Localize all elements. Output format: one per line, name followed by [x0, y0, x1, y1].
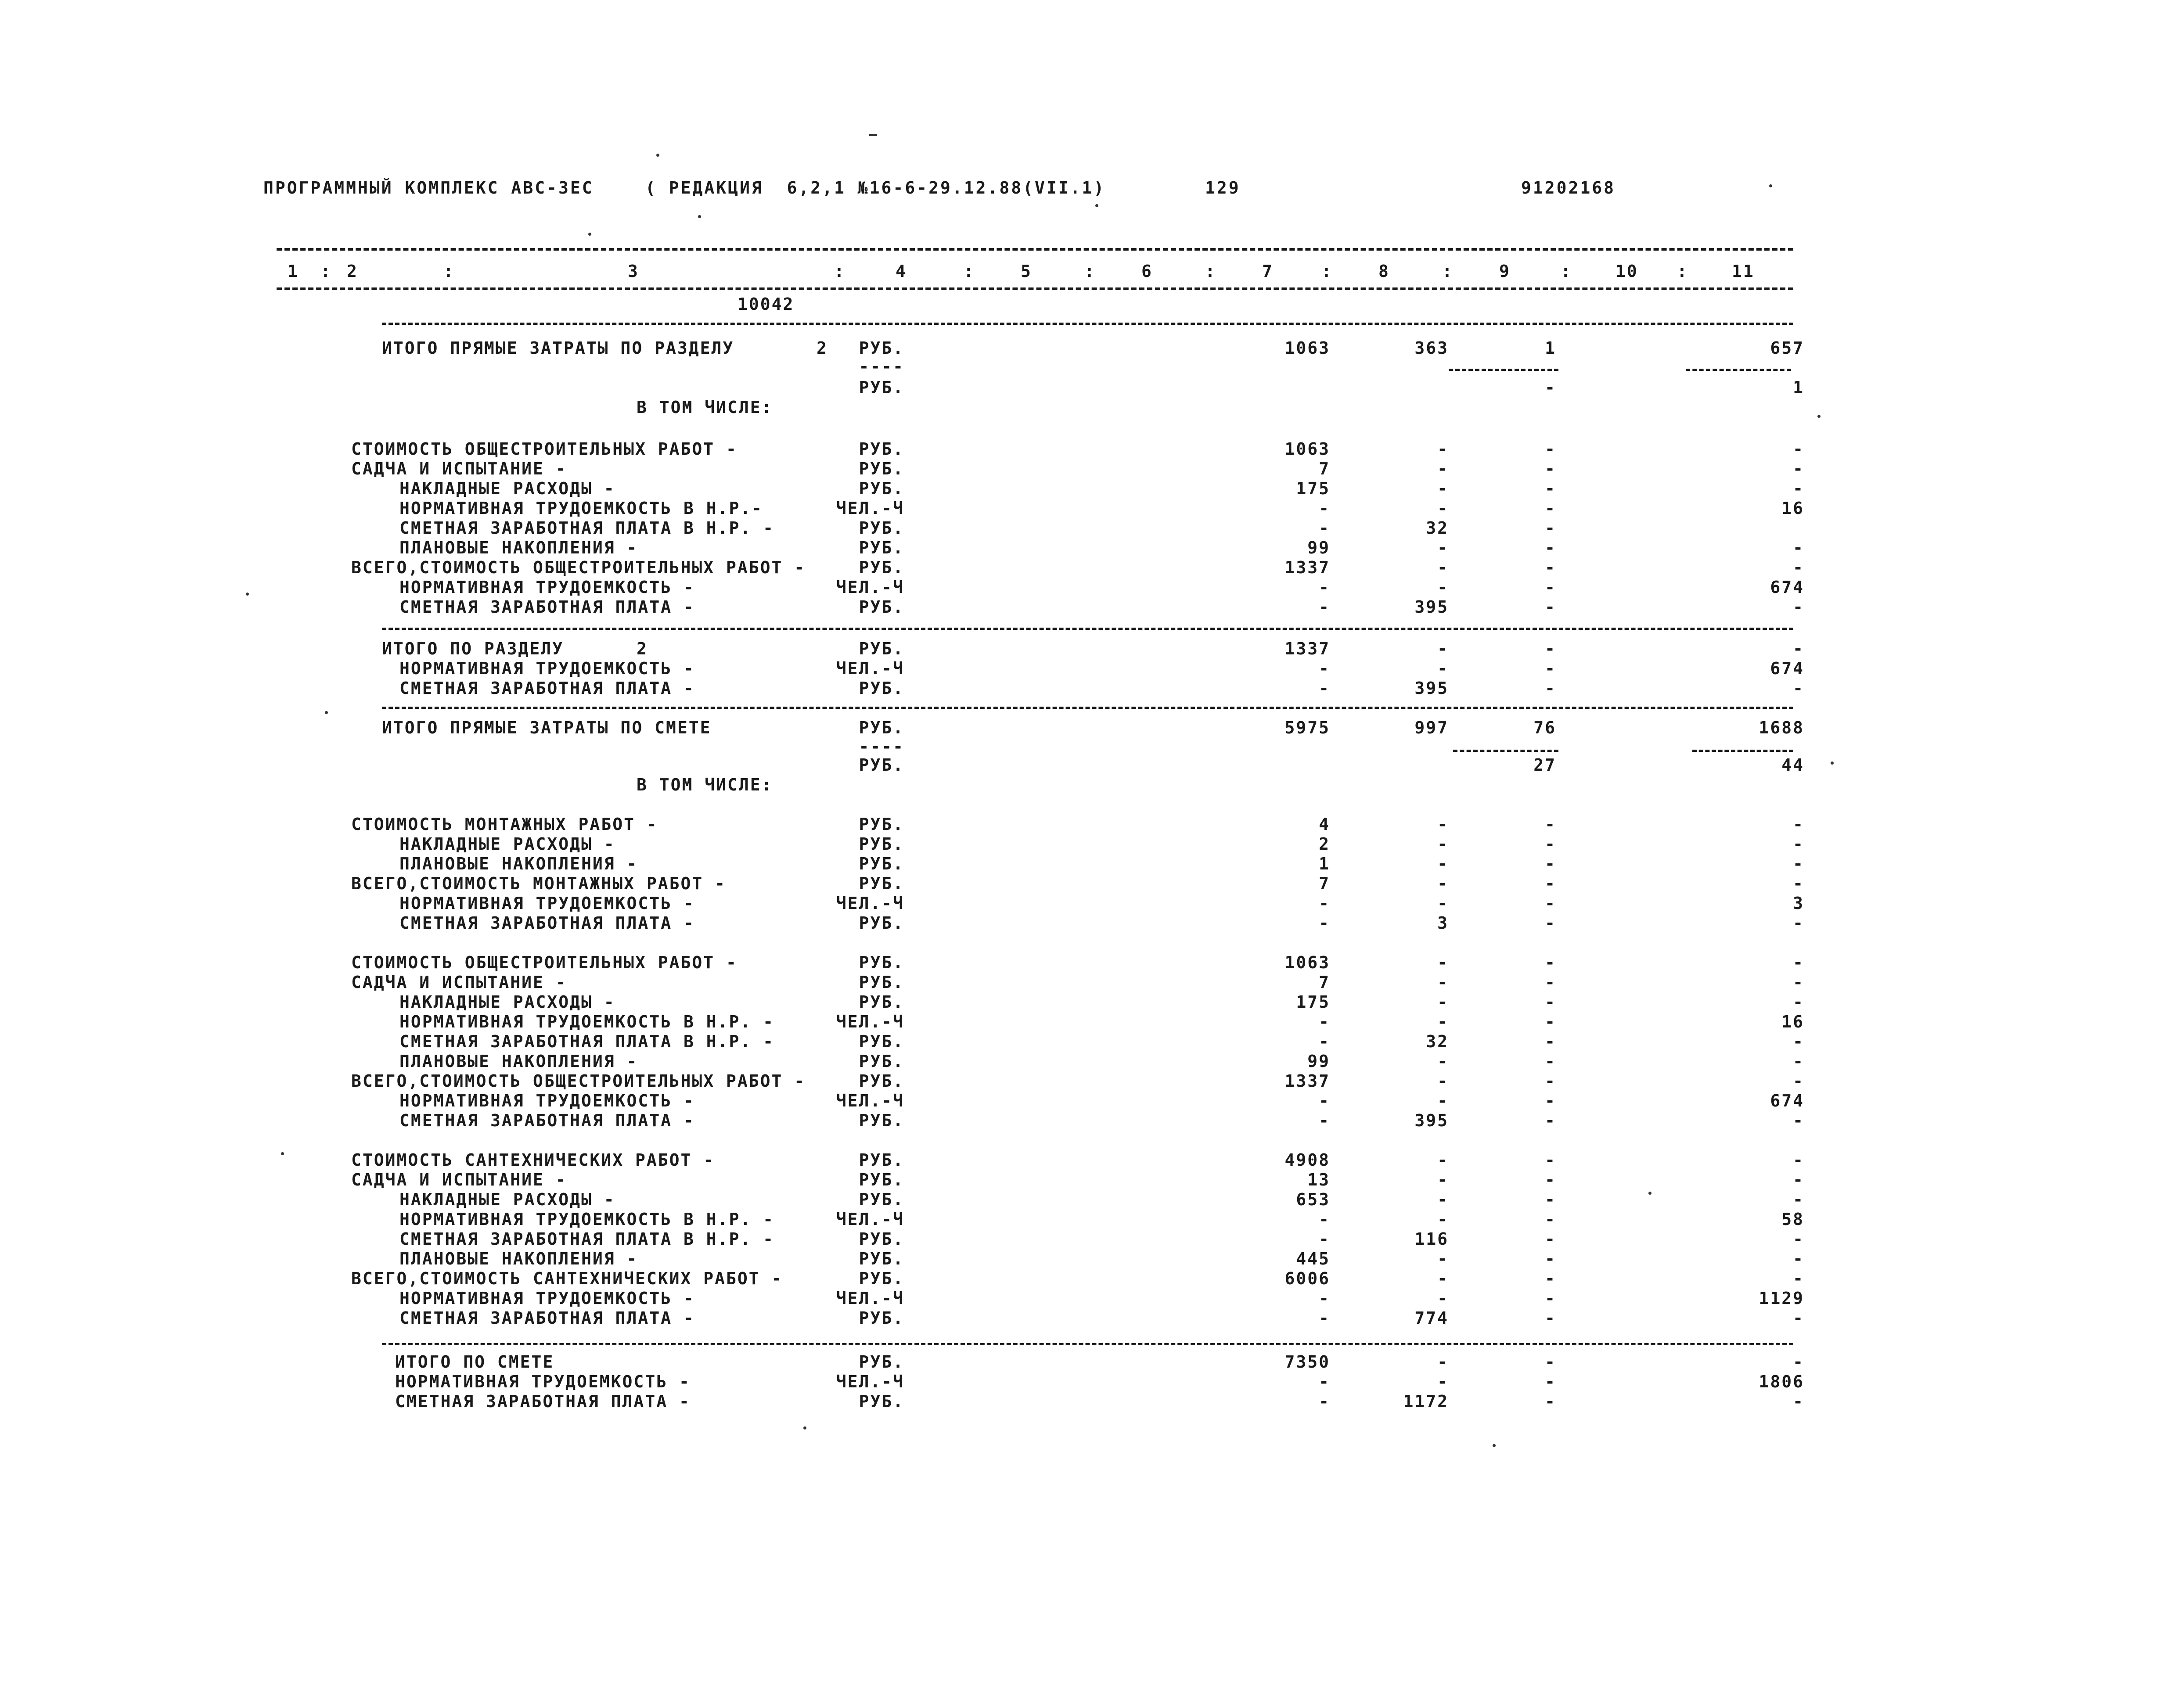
row-value-c8: 1172 — [1403, 1392, 1449, 1411]
row-value-c11: 1806 — [1759, 1372, 1804, 1391]
row-value-c7: - — [1319, 1210, 1330, 1229]
row-value-c7: 7 — [1319, 874, 1330, 893]
row-value-c8: - — [1437, 1091, 1449, 1110]
page-number: 129 — [1205, 178, 1241, 198]
row-unit: РУБ. — [859, 913, 904, 933]
row-label: НОРМАТИВНАЯ ТРУДОЕМКОСТЬ В Н.Р. - — [399, 1210, 774, 1229]
row-unit: ---- — [859, 737, 904, 756]
row-value-c8: 363 — [1414, 338, 1449, 358]
row-value-c8: 395 — [1414, 597, 1449, 617]
row-value-c8: - — [1437, 439, 1449, 459]
row-value-c8: 3 — [1437, 913, 1449, 933]
row-value-c11: - — [1793, 1071, 1804, 1091]
row-label: САДЧА И ИСПЫТАНИЕ - — [351, 973, 567, 992]
row-value-c11: - — [1793, 1032, 1804, 1051]
row-value-c8: - — [1437, 1071, 1449, 1091]
row-value-c9: - — [1545, 578, 1556, 597]
row-value-c11: 657 — [1770, 338, 1804, 358]
row-value-c11: - — [1793, 953, 1804, 972]
row-value-c9: - — [1545, 538, 1556, 557]
row-value-c9: 1 — [1545, 338, 1556, 358]
row-value-c8: - — [1437, 639, 1449, 658]
row-value-c11: - — [1793, 913, 1804, 933]
row-unit: РУБ. — [859, 597, 904, 617]
row-value-c11: - — [1793, 597, 1804, 617]
row-unit: ЧЕЛ.-Ч — [836, 894, 904, 913]
row-value-c8: 395 — [1414, 1111, 1449, 1130]
row-value-c11: - — [1793, 1052, 1804, 1071]
scan-speck — [246, 593, 249, 596]
row-value-c8: - — [1437, 874, 1449, 893]
row-value-c9: - — [1545, 1032, 1556, 1051]
row-value-c9: - — [1545, 815, 1556, 834]
row-value-c11: - — [1793, 1269, 1804, 1288]
row-value-c7: - — [1319, 894, 1330, 913]
row-unit: РУБ. — [859, 459, 904, 478]
row-value-c7: 13 — [1307, 1170, 1330, 1189]
table-rule — [382, 628, 1793, 630]
row-value-c7: - — [1319, 659, 1330, 678]
row-unit: ЧЕЛ.-Ч — [836, 1210, 904, 1229]
row-value-c8: - — [1437, 1289, 1449, 1308]
row-value-c11: - — [1793, 1392, 1804, 1411]
row-value-c7: 2 — [1319, 834, 1330, 854]
row-value-c9: - — [1545, 1071, 1556, 1091]
row-value-c7: - — [1319, 1392, 1330, 1411]
row-value-c8: - — [1437, 834, 1449, 854]
row-value-c11: - — [1793, 459, 1804, 478]
row-unit: РУБ. — [859, 718, 904, 737]
row-label: СМЕТНАЯ ЗАРАБОТНАЯ ПЛАТА В Н.Р. - — [399, 1229, 774, 1249]
row-value-c9: - — [1545, 1052, 1556, 1071]
row-value-c7: - — [1319, 1308, 1330, 1328]
row-value-c11: - — [1793, 973, 1804, 992]
row-value-c11: - — [1793, 1190, 1804, 1209]
row-value-c11: 58 — [1781, 1210, 1804, 1229]
row-value-c11: - — [1793, 1170, 1804, 1189]
scan-speck — [325, 711, 328, 714]
row-value-c7: 4908 — [1284, 1150, 1330, 1170]
row-value-c7: 1063 — [1284, 439, 1330, 459]
row-value-c9: - — [1545, 1170, 1556, 1189]
row-value-c9: - — [1545, 659, 1556, 678]
row-label: СТОИМОСТЬ ОБЩЕСТРОИТЕЛЬНЫХ РАБОТ - — [351, 953, 738, 972]
row-value-c9: 27 — [1533, 755, 1556, 775]
row-label: СТОИМОСТЬ МОНТАЖНЫХ РАБОТ - — [351, 815, 658, 834]
column-number: 7 — [1262, 262, 1274, 281]
row-unit: РУБ. — [859, 1269, 904, 1288]
row-value-c9: - — [1545, 459, 1556, 478]
scan-speck — [1817, 415, 1821, 418]
row-value-c8: - — [1437, 459, 1449, 478]
row-unit: РУБ. — [859, 1150, 904, 1170]
row-unit: РУБ. — [859, 834, 904, 854]
row-label: ВСЕГО,СТОИМОСТЬ САНТЕХНИЧЕСКИХ РАБОТ - — [351, 1269, 783, 1288]
row-value-c9: - — [1545, 1392, 1556, 1411]
row-value-c7: 5975 — [1284, 718, 1330, 737]
row-value-c11: - — [1793, 1308, 1804, 1328]
row-value-c9: - — [1545, 874, 1556, 893]
row-label: САДЧА И ИСПЫТАНИЕ - — [351, 1170, 567, 1189]
scan-speck — [656, 154, 659, 157]
row-unit: РУБ. — [859, 1111, 904, 1130]
row-value-c9: - — [1545, 1249, 1556, 1268]
row-unit: РУБ. — [859, 338, 904, 358]
scan-speck — [1769, 184, 1772, 187]
row-label: СМЕТНАЯ ЗАРАБОТНАЯ ПЛАТА - — [395, 1392, 691, 1411]
row-label: СМЕТНАЯ ЗАРАБОТНАЯ ПЛАТА - — [399, 1111, 695, 1130]
scan-speck — [698, 215, 701, 218]
row-value-c7: 653 — [1296, 1190, 1330, 1209]
row-value-c8: - — [1437, 1012, 1449, 1031]
row-value-c11: - — [1793, 479, 1804, 498]
row-value-c9: - — [1545, 1210, 1556, 1229]
row-value-c7: - — [1319, 1372, 1330, 1391]
row-value-c7: - — [1319, 913, 1330, 933]
row-value-c8: - — [1437, 894, 1449, 913]
row-value-c11: 674 — [1770, 1091, 1804, 1110]
row-label: СМЕТНАЯ ЗАРАБОТНАЯ ПЛАТА В Н.Р. - — [399, 1032, 774, 1051]
row-value-c11: - — [1793, 1249, 1804, 1268]
row-unit: РУБ. — [859, 679, 904, 698]
row-value-c9: - — [1545, 1229, 1556, 1249]
row-value-c11: 44 — [1781, 755, 1804, 775]
row-value-c9: - — [1545, 1190, 1556, 1209]
subtotal-underline — [1453, 750, 1558, 752]
row-value-c11: - — [1793, 854, 1804, 873]
row-value-c7: 99 — [1307, 1052, 1330, 1071]
row-unit: ЧЕЛ.-Ч — [836, 1372, 904, 1391]
column-number: 2 — [347, 262, 358, 281]
row-value-c8: - — [1437, 1372, 1449, 1391]
row-label: НОРМАТИВНАЯ ТРУДОЕМКОСТЬ - — [399, 659, 695, 678]
row-value-c9: - — [1545, 913, 1556, 933]
row-value-c7: - — [1319, 1032, 1330, 1051]
row-value-c8: - — [1437, 538, 1449, 557]
row-value-c11: - — [1793, 1229, 1804, 1249]
table-rule — [382, 707, 1793, 709]
row-value-c7: 175 — [1296, 992, 1330, 1012]
row-value-c7: - — [1319, 1229, 1330, 1249]
row-unit: РУБ. — [859, 953, 904, 972]
row-unit: РУБ. — [859, 874, 904, 893]
row-value-c11: - — [1793, 558, 1804, 577]
row-unit: РУБ. — [859, 439, 904, 459]
scan-speck — [281, 1152, 284, 1155]
row-value-c7: - — [1319, 518, 1330, 538]
row-unit: РУБ. — [859, 1032, 904, 1051]
row-value-c11: - — [1793, 439, 1804, 459]
row-unit: ЧЕЛ.-Ч — [836, 499, 904, 518]
row-value-c9: - — [1545, 894, 1556, 913]
row-value-c8: - — [1437, 1170, 1449, 1189]
row-value-c9: - — [1545, 679, 1556, 698]
row-label: НАКЛАДНЫЕ РАСХОДЫ - — [399, 479, 615, 498]
row-value-c7: 1337 — [1284, 558, 1330, 577]
row-label: ВСЕГО,СТОИМОСТЬ ОБЩЕСТРОИТЕЛЬНЫХ РАБОТ - — [351, 1071, 806, 1091]
row-value-c11: - — [1793, 1150, 1804, 1170]
scan-speck — [1493, 1444, 1496, 1447]
row-label: НАКЛАДНЫЕ РАСХОДЫ - — [399, 1190, 615, 1209]
row-value-c8: - — [1437, 1190, 1449, 1209]
table-top-rule — [277, 248, 1793, 251]
row-label: ИТОГО ПО СМЕТЕ — [395, 1352, 554, 1372]
row-value-c9: - — [1545, 479, 1556, 498]
row-unit: РУБ. — [859, 755, 904, 775]
row-value-c11: - — [1793, 815, 1804, 834]
row-value-c8: - — [1437, 1210, 1449, 1229]
row-value-c9: - — [1545, 992, 1556, 1012]
row-section-number: 2 — [637, 639, 648, 658]
row-label: ПЛАНОВЫЕ НАКОПЛЕНИЯ - — [399, 854, 638, 873]
row-value-c11: 16 — [1781, 499, 1804, 518]
row-value-c8: 997 — [1414, 718, 1449, 737]
row-value-c9: - — [1545, 597, 1556, 617]
row-value-c9: - — [1545, 639, 1556, 658]
row-unit: ---- — [859, 357, 904, 376]
row-value-c7: 99 — [1307, 538, 1330, 557]
row-unit: РУБ. — [859, 1170, 904, 1189]
row-label: ВСЕГО,СТОИМОСТЬ МОНТАЖНЫХ РАБОТ - — [351, 874, 726, 893]
row-value-c7: 7350 — [1284, 1352, 1330, 1372]
column-header-rule — [277, 287, 1793, 290]
row-value-c11: - — [1793, 639, 1804, 658]
row-value-c7: 1063 — [1284, 338, 1330, 358]
row-value-c8: - — [1437, 1269, 1449, 1288]
row-label: ПЛАНОВЫЕ НАКОПЛЕНИЯ - — [399, 538, 638, 557]
row-value-c8: 774 — [1414, 1308, 1449, 1328]
document-code: 91202168 — [1521, 178, 1616, 198]
row-label: СТОИМОСТЬ ОБЩЕСТРОИТЕЛЬНЫХ РАБОТ - — [351, 439, 738, 459]
column-number: 6 — [1141, 262, 1153, 281]
row-value-c8: - — [1437, 973, 1449, 992]
row-value-c9: - — [1545, 1012, 1556, 1031]
row-label: НОРМАТИВНАЯ ТРУДОЕМКОСТЬ В Н.Р. - — [399, 1012, 774, 1031]
row-value-c8: - — [1437, 953, 1449, 972]
row-value-c8: - — [1437, 499, 1449, 518]
row-value-c8: 32 — [1426, 1032, 1449, 1051]
row-label: СМЕТНАЯ ЗАРАБОТНАЯ ПЛАТА - — [399, 1308, 695, 1328]
column-number: 8 — [1378, 262, 1390, 281]
row-value-c9: - — [1545, 439, 1556, 459]
row-value-c11: - — [1793, 1111, 1804, 1130]
row-value-c8: - — [1437, 1352, 1449, 1372]
row-label: СМЕТНАЯ ЗАРАБОТНАЯ ПЛАТА - — [399, 913, 695, 933]
row-unit: ЧЕЛ.-Ч — [836, 1091, 904, 1110]
row-label: НОРМАТИВНАЯ ТРУДОЕМКОСТЬ В Н.Р.- — [399, 499, 763, 518]
row-value-c9: 76 — [1533, 718, 1556, 737]
section-code: 10042 — [738, 295, 795, 314]
row-value-c8: - — [1437, 815, 1449, 834]
row-value-c11: - — [1793, 538, 1804, 557]
row-unit: ЧЕЛ.-Ч — [836, 578, 904, 597]
section-rule — [382, 323, 1793, 325]
row-value-c7: 1337 — [1284, 639, 1330, 658]
column-number: 4 — [896, 262, 907, 281]
row-value-c8: - — [1437, 578, 1449, 597]
row-value-c8: 116 — [1414, 1229, 1449, 1249]
row-unit: РУБ. — [859, 1308, 904, 1328]
row-value-c7: - — [1319, 1091, 1330, 1110]
row-value-c9: - — [1545, 834, 1556, 854]
row-value-c11: - — [1793, 679, 1804, 698]
row-value-c8: 32 — [1426, 518, 1449, 538]
row-unit: РУБ. — [859, 479, 904, 498]
scan-speck — [869, 134, 877, 136]
row-unit: РУБ. — [859, 1352, 904, 1372]
subtotal-underline — [1449, 369, 1558, 371]
row-unit: РУБ. — [859, 538, 904, 557]
row-label: НОРМАТИВНАЯ ТРУДОЕМКОСТЬ - — [395, 1372, 691, 1391]
row-unit: ЧЕЛ.-Ч — [836, 659, 904, 678]
row-unit: РУБ. — [859, 1071, 904, 1091]
row-value-c9: - — [1545, 378, 1556, 397]
row-value-c8: - — [1437, 659, 1449, 678]
row-value-c9: - — [1545, 854, 1556, 873]
row-unit: РУБ. — [859, 1229, 904, 1249]
row-label: ВСЕГО,СТОИМОСТЬ ОБЩЕСТРОИТЕЛЬНЫХ РАБОТ - — [351, 558, 806, 577]
table-rule — [382, 1343, 1793, 1345]
row-label: ПЛАНОВЫЕ НАКОПЛЕНИЯ - — [399, 1249, 638, 1268]
row-value-c7: 1 — [1319, 854, 1330, 873]
scan-speck — [588, 233, 591, 236]
edition-info: ( РЕДАКЦИЯ 6,2,1 №16-6-29.12.88(VII.1) — [645, 178, 1106, 198]
document-page: ПРОГРАММНЫЙ КОМПЛЕКС АВС-ЗЕС ( РЕДАКЦИЯ 6,2,1 №16-6-29.12.88(VII.1) 129 91202168 1 : 2 : 3 : 4 : 5 : 6 : 7 : 8 : 9 : 10 : 11 10042 ИТОГО ПРЯМЫЕ ЗАТРАТЫ ПО РАЗДЕЛУ 2 РУБ. 1063 363 1 657 ---- РУБ. - 1 В ТОМ ЧИСЛЕ: СТОИМОСТЬ ОБЩЕСТРОИТЕЛЬНЫХ РАБОТ - РУБ. 1063 - - - САДЧА И ИСПЫТАНИЕ - РУБ. 7 - - - НАКЛАДНЫЕ РАСХОДЫ - РУБ. 175 - - - НОРМАТИВНАЯ ТРУДОЕМКОСТЬ В Н.Р.- ЧЕЛ.-Ч - - - 16 СМЕТНАЯ ЗАРАБОТНАЯ ПЛАТА В Н.Р. - РУБ. - 32 - ПЛАНОВЫЕ НАКОПЛЕНИЯ - РУБ. 99 - - - ВСЕГО,СТОИМОСТЬ ОБЩЕСТРОИТЕЛЬНЫХ РАБОТ - РУБ. 1337 - - - НОРМАТИВНАЯ ТРУДОЕМКОСТЬ - ЧЕЛ.-Ч - - - 674 СМЕТНАЯ ЗАРАБОТНАЯ ПЛАТА - РУБ. - 395 - - ИТОГО ПО РАЗДЕЛУ 2 РУБ. 1337 - - - НОРМАТИВНАЯ ТРУДОЕМКОСТЬ - ЧЕЛ.-Ч - - - 674 СМЕТНАЯ ЗАРАБОТНАЯ ПЛАТА - РУБ. - 395 - - ИТОГО ПРЯМЫЕ ЗАТРАТЫ ПО СМЕТЕ РУБ. 5975 997 76 1688 ---- РУБ. 27 44 В ТОМ ЧИСЛЕ: СТОИМОСТЬ МОНТАЖНЫХ РАБОТ - РУБ. 4 - - - НАКЛАДНЫЕ РАСХОДЫ - РУБ. 2 - - - ПЛАНОВЫЕ НАКОПЛЕНИЯ - РУБ. 1 - - - ВСЕГО,СТОИМОСТЬ МОНТАЖНЫХ РАБОТ - РУБ. 7 - - - НОРМАТИВНАЯ ТРУДОЕМКОСТЬ - ЧЕЛ.-Ч - - - 3 СМЕТНАЯ ЗАРАБОТНАЯ ПЛАТА - РУБ. - 3 - - СТОИМОСТЬ ОБЩЕСТРОИТЕЛЬНЫХ РАБОТ - РУБ. 1063 - - - САДЧА И ИСПЫТАНИЕ - РУБ. 7 - - - НАКЛАДНЫЕ РАСХОДЫ - РУБ. 175 - - - НОРМАТИВНАЯ ТРУДОЕМКОСТЬ В Н.Р. - ЧЕЛ.-Ч - - - 16 СМЕТНАЯ ЗАРАБОТНАЯ ПЛАТА В Н.Р. - РУБ. - 32 - - ПЛАНОВЫЕ НАКОПЛЕНИЯ - РУБ. 99 - - - ВСЕГО,СТОИМОСТЬ ОБЩЕСТРОИТЕЛЬНЫХ РАБОТ - РУБ. 1337 - - - НОРМАТИВНАЯ ТРУДОЕМКОСТЬ - ЧЕЛ.-Ч - - - 674 СМЕТНАЯ ЗАРАБОТНАЯ ПЛАТА - РУБ. - 395 - - СТОИМОСТЬ САНТЕХНИЧЕСКИХ РАБОТ - РУБ. 4908 - - - САДЧА И ИСПЫТАНИЕ - РУБ. 13 - - - НАКЛАДНЫЕ РАСХОДЫ - РУБ. 653 - - - НОРМАТИВНАЯ ТРУДОЕМКОСТЬ В Н.Р. - ЧЕЛ.-Ч - - - 58 СМЕТНАЯ ЗАРАБОТНАЯ ПЛАТА В Н.Р. - РУБ. - 116 - - ПЛАНОВЫЕ НАКОПЛЕНИЯ - РУБ. 445 - - - ВСЕГО,СТОИМОСТЬ САНТЕХНИЧЕСКИХ РАБОТ - РУБ. 6006 - - - НОРМАТИВНАЯ ТРУДОЕМКОСТЬ - ЧЕЛ.-Ч - - - 1129 СМЕТНАЯ ЗАРАБОТНАЯ ПЛАТА - РУБ. - 774 - - ИТОГО ПО СМЕТЕ РУБ. 7350 - - - НОРМАТИВНАЯ ТРУДОЕМКОСТЬ - ЧЕЛ.-Ч - - - 1806 СМЕТНАЯ ЗАРАБОТНАЯ ПЛАТА - РУБ. - 1172 - - — [0, 0, 2184, 1699]
row-value-c7: 175 — [1296, 479, 1330, 498]
row-unit: РУБ. — [859, 1392, 904, 1411]
row-unit: РУБ. — [859, 992, 904, 1012]
column-number: 9 — [1499, 262, 1511, 281]
row-value-c8: 395 — [1414, 679, 1449, 698]
row-value-c11: 1129 — [1759, 1289, 1804, 1308]
row-value-c8: - — [1437, 479, 1449, 498]
row-value-c11: 1688 — [1759, 718, 1804, 737]
row-label: СМЕТНАЯ ЗАРАБОТНАЯ ПЛАТА - — [399, 679, 695, 698]
row-unit: ЧЕЛ.-Ч — [836, 1012, 904, 1031]
column-number: 1 — [288, 262, 299, 281]
row-value-c7: 1337 — [1284, 1071, 1330, 1091]
row-unit: РУБ. — [859, 815, 904, 834]
scan-speck — [803, 1426, 806, 1430]
row-section-number: 2 — [817, 338, 828, 358]
scan-speck — [1095, 204, 1098, 207]
row-unit: РУБ. — [859, 639, 904, 658]
row-unit: РУБ. — [859, 1052, 904, 1071]
column-number: 3 — [628, 262, 639, 281]
row-label: ИТОГО ПРЯМЫЕ ЗАТРАТЫ ПО РАЗДЕЛУ — [382, 338, 734, 358]
row-value-c9: - — [1545, 1372, 1556, 1391]
row-label: СТОИМОСТЬ САНТЕХНИЧЕСКИХ РАБОТ - — [351, 1150, 715, 1170]
row-value-c9: - — [1545, 518, 1556, 538]
row-value-c11: 1 — [1793, 378, 1804, 397]
row-value-c7: 445 — [1296, 1249, 1330, 1268]
row-value-c7: 7 — [1319, 973, 1330, 992]
row-label: НОРМАТИВНАЯ ТРУДОЕМКОСТЬ - — [399, 1289, 695, 1308]
row-value-c9: - — [1545, 973, 1556, 992]
subtotal-underline — [1686, 369, 1791, 371]
row-label: ПЛАНОВЫЕ НАКОПЛЕНИЯ - — [399, 1052, 638, 1071]
row-unit: РУБ. — [859, 1190, 904, 1209]
row-label: В ТОМ ЧИСЛЕ: — [637, 398, 773, 417]
row-value-c8: - — [1437, 854, 1449, 873]
row-value-c9: - — [1545, 1269, 1556, 1288]
row-value-c7: - — [1319, 1111, 1330, 1130]
row-value-c9: - — [1545, 1289, 1556, 1308]
row-value-c7: - — [1319, 1012, 1330, 1031]
row-value-c9: - — [1545, 558, 1556, 577]
row-value-c7: - — [1319, 597, 1330, 617]
row-label: НОРМАТИВНАЯ ТРУДОЕМКОСТЬ - — [399, 578, 695, 597]
row-label: НАКЛАДНЫЕ РАСХОДЫ - — [399, 834, 615, 854]
row-value-c11: 674 — [1770, 659, 1804, 678]
scan-speck — [1648, 1192, 1651, 1195]
row-value-c7: 4 — [1319, 815, 1330, 834]
row-label: ИТОГО ПО РАЗДЕЛУ — [382, 639, 564, 658]
row-value-c11: - — [1793, 1352, 1804, 1372]
row-value-c7: - — [1319, 578, 1330, 597]
column-number: 5 — [1021, 262, 1032, 281]
row-value-c11: - — [1793, 834, 1804, 854]
row-value-c7: - — [1319, 679, 1330, 698]
program-title: ПРОГРАММНЫЙ КОМПЛЕКС АВС-ЗЕС — [263, 178, 594, 198]
row-unit: РУБ. — [859, 378, 904, 397]
subtotal-underline — [1692, 750, 1793, 752]
row-label: ИТОГО ПРЯМЫЕ ЗАТРАТЫ ПО СМЕТЕ — [382, 718, 712, 737]
row-value-c9: - — [1545, 1308, 1556, 1328]
row-label: САДЧА И ИСПЫТАНИЕ - — [351, 459, 567, 478]
row-value-c7: - — [1319, 499, 1330, 518]
row-value-c11: 16 — [1781, 1012, 1804, 1031]
row-label: СМЕТНАЯ ЗАРАБОТНАЯ ПЛАТА - — [399, 597, 695, 617]
row-label: СМЕТНАЯ ЗАРАБОТНАЯ ПЛАТА В Н.Р. - — [399, 518, 774, 538]
row-value-c8: - — [1437, 558, 1449, 577]
row-value-c8: - — [1437, 992, 1449, 1012]
row-unit: РУБ. — [859, 558, 904, 577]
row-value-c11: 674 — [1770, 578, 1804, 597]
row-value-c9: - — [1545, 1352, 1556, 1372]
row-value-c9: - — [1545, 1150, 1556, 1170]
row-value-c11: - — [1793, 874, 1804, 893]
row-value-c8: - — [1437, 1150, 1449, 1170]
row-unit: РУБ. — [859, 973, 904, 992]
row-unit: РУБ. — [859, 1249, 904, 1268]
row-label: НОРМАТИВНАЯ ТРУДОЕМКОСТЬ - — [399, 1091, 695, 1110]
row-label: НОРМАТИВНАЯ ТРУДОЕМКОСТЬ - — [399, 894, 695, 913]
row-label: НАКЛАДНЫЕ РАСХОДЫ - — [399, 992, 615, 1012]
scan-speck — [1831, 761, 1834, 765]
row-value-c9: - — [1545, 953, 1556, 972]
column-number: 10 — [1616, 262, 1638, 281]
row-value-c9: - — [1545, 499, 1556, 518]
row-value-c9: - — [1545, 1091, 1556, 1110]
row-value-c9: - — [1545, 1111, 1556, 1130]
row-value-c7: - — [1319, 1289, 1330, 1308]
row-value-c11: 3 — [1793, 894, 1804, 913]
row-value-c11: - — [1793, 992, 1804, 1012]
row-value-c8: - — [1437, 1052, 1449, 1071]
row-value-c7: 1063 — [1284, 953, 1330, 972]
row-value-c8: - — [1437, 1249, 1449, 1268]
row-unit: РУБ. — [859, 518, 904, 538]
row-value-c7: 6006 — [1284, 1269, 1330, 1288]
column-number: 11 — [1732, 262, 1755, 281]
row-value-c7: 7 — [1319, 459, 1330, 478]
row-unit: РУБ. — [859, 854, 904, 873]
row-label: В ТОМ ЧИСЛЕ: — [637, 775, 773, 794]
row-unit: ЧЕЛ.-Ч — [836, 1289, 904, 1308]
